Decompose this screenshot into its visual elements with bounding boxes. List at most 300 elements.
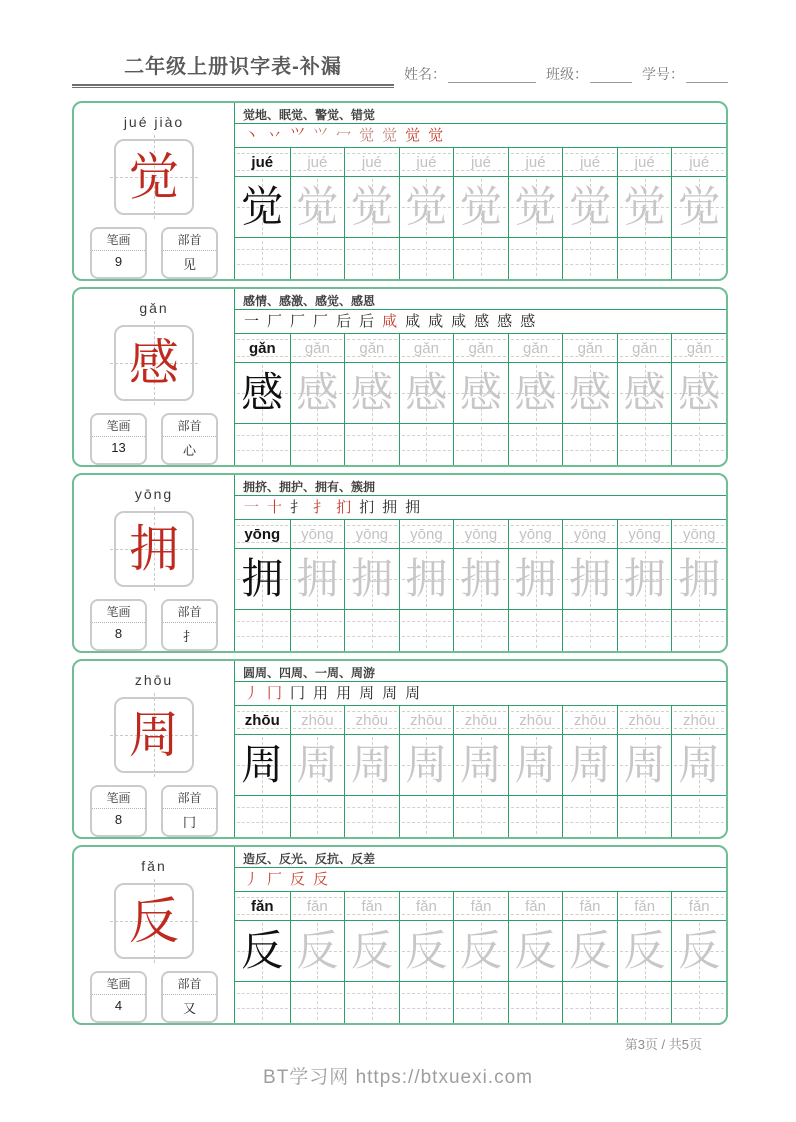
stroke-step: 厂 (267, 312, 283, 330)
cell-guide (372, 799, 373, 834)
watermark: BT学习网 https://btxuexi.com (263, 1067, 533, 1088)
char-practice-row (235, 549, 726, 610)
cell-guide (262, 427, 263, 462)
pinyin-cell-ghost: yōng (453, 520, 508, 548)
char-cell-ghost (562, 735, 617, 795)
char-cell-ghost (290, 363, 345, 423)
char-cell-ghost (399, 177, 454, 237)
main-character: 反 (129, 892, 179, 950)
stroke-step: 扌 (313, 498, 329, 516)
practice-panel (235, 475, 726, 651)
cell-guide (645, 613, 646, 648)
pinyin-cell-ghost: gǎn (453, 334, 508, 362)
char-cell-glyph: 觉 (459, 182, 502, 231)
example-words: 拥挤、拥护、拥有、簇拥 (235, 475, 726, 496)
stroke-step: 丷 (267, 126, 283, 144)
blank-cell (235, 424, 290, 465)
cell-guide (590, 985, 591, 1020)
practice-panel (235, 661, 726, 837)
cell-guide (317, 241, 318, 276)
stroke-order-row (235, 310, 726, 334)
stroke-step: 感 (474, 312, 490, 330)
char-cell-glyph: 觉 (569, 182, 612, 231)
cell-guide (699, 241, 700, 276)
pinyin-practice-row (235, 706, 726, 735)
cell-guide (372, 427, 373, 462)
stroke-step: 厂 (267, 870, 283, 888)
char-summary-panel (74, 289, 235, 465)
pinyin-cell-ghost: gǎn (399, 334, 454, 362)
char-block-yong (72, 473, 728, 653)
char-cell-ghost (671, 549, 726, 609)
cell-guide (481, 985, 482, 1020)
stroke-order-row (235, 682, 726, 706)
stroke-step: 后 (359, 312, 375, 330)
blank-cell (344, 796, 399, 837)
char-cell-glyph: 觉 (241, 182, 284, 231)
stroke-order-row (235, 496, 726, 520)
pinyin-cell: zhōu (235, 706, 290, 734)
radical-box (161, 971, 218, 1023)
cell-guide (262, 241, 263, 276)
blank-cell (671, 424, 726, 465)
blank-cell (290, 238, 345, 279)
main-character-box (114, 511, 194, 587)
char-cell-glyph: 周 (405, 740, 448, 789)
char-cell-ghost (399, 363, 454, 423)
blank-cell (508, 238, 563, 279)
stroke-step: 觉 (428, 126, 444, 144)
pinyin-cell-ghost: fǎn (453, 892, 508, 920)
stroke-step: 拥 (382, 498, 398, 516)
stroke-count-value: 8 (114, 626, 123, 641)
char-cell-glyph: 拥 (350, 554, 393, 603)
blank-cell (399, 610, 454, 651)
pinyin-practice-row (235, 148, 726, 177)
cell-guide (536, 985, 537, 1020)
blank-cell (453, 796, 508, 837)
pinyin-cell-ghost: jué (399, 148, 454, 176)
cell-guide (590, 241, 591, 276)
pinyin-cell-ghost: zhōu (453, 706, 508, 734)
radical-value: 冂 (182, 815, 196, 830)
char-cell-glyph: 反 (459, 926, 502, 975)
radical-label: 部首 (163, 601, 216, 623)
stroke-step: 咸 (428, 312, 444, 330)
char-cell-ghost (508, 921, 563, 981)
char-cell-glyph: 反 (241, 926, 284, 975)
cell-guide (536, 613, 537, 648)
pinyin-cell-ghost: gǎn (290, 334, 345, 362)
pinyin-practice-row (235, 520, 726, 549)
cell-guide (481, 613, 482, 648)
stroke-step: 感 (520, 312, 536, 330)
char-cell-glyph: 感 (405, 368, 448, 417)
char-summary-panel (74, 103, 235, 279)
stroke-step: 扪 (336, 498, 352, 516)
cell-guide (536, 241, 537, 276)
char-cell-ghost (399, 921, 454, 981)
blank-cell (235, 238, 290, 279)
pinyin-cell-ghost: gǎn (508, 334, 563, 362)
radical-value: 扌 (182, 629, 196, 644)
pinyin-cell-ghost: jué (453, 148, 508, 176)
blank-cell (235, 982, 290, 1023)
stroke-step: 一 (244, 498, 260, 516)
stroke-step: 反 (290, 870, 306, 888)
stroke-count-label: 笔画 (92, 229, 145, 251)
practice-panel (235, 103, 726, 279)
char-cell-glyph: 拥 (296, 554, 339, 603)
cell-guide (590, 799, 591, 834)
char-cell-glyph: 反 (405, 926, 448, 975)
char-cell-ghost (508, 735, 563, 795)
char-cell-ghost (344, 177, 399, 237)
blank-cell (453, 424, 508, 465)
main-character-box (114, 139, 194, 215)
char-cell-glyph: 周 (241, 740, 284, 789)
char-cell-glyph: 反 (514, 926, 557, 975)
char-cell-ghost (562, 363, 617, 423)
char-cell-glyph: 感 (678, 368, 721, 417)
char-cell-glyph: 觉 (678, 182, 721, 231)
char-cell-glyph: 反 (296, 926, 339, 975)
page-content (72, 0, 728, 1053)
char-cell-glyph: 觉 (405, 182, 448, 231)
radical-value: 见 (182, 257, 196, 272)
stroke-step: 拥 (405, 498, 421, 516)
char-cell-ghost (617, 177, 672, 237)
cell-guide (645, 799, 646, 834)
pinyin-cell-ghost: gǎn (617, 334, 672, 362)
blank-cell (671, 238, 726, 279)
char-cell-glyph: 周 (296, 740, 339, 789)
stroke-step: ⺍ (290, 126, 306, 144)
cell-guide (317, 985, 318, 1020)
cell-guide (481, 241, 482, 276)
char-block-gan (72, 287, 728, 467)
radical-box (161, 599, 218, 651)
cell-guide (372, 613, 373, 648)
char-cell-glyph: 感 (241, 368, 284, 417)
blank-cell (562, 610, 617, 651)
blank-practice-row (235, 238, 726, 279)
stroke-step: 丿 (244, 870, 260, 888)
cell-guide (317, 799, 318, 834)
char-cell-ghost (290, 549, 345, 609)
blank-cell (235, 796, 290, 837)
pinyin-cell-ghost: jué (508, 148, 563, 176)
char-cell-ghost (671, 177, 726, 237)
pinyin-cell: gǎn (235, 334, 290, 362)
stroke-count-box (90, 599, 147, 651)
main-character-box (114, 325, 194, 401)
stroke-step: 觉 (382, 126, 398, 144)
stroke-count-label: 笔画 (92, 973, 145, 995)
example-words: 造反、反光、反抗、反差 (235, 847, 726, 868)
pinyin-cell-ghost: zhōu (344, 706, 399, 734)
pinyin-cell-ghost: gǎn (671, 334, 726, 362)
cell-guide (481, 799, 482, 834)
char-cell-glyph: 反 (569, 926, 612, 975)
pinyin-cell-ghost: yōng (344, 520, 399, 548)
blank-cell (399, 424, 454, 465)
student-fields (404, 64, 728, 88)
cell-guide (536, 799, 537, 834)
pinyin-cell-ghost: yōng (290, 520, 345, 548)
pinyin-cell-ghost: fǎn (671, 892, 726, 920)
blank-cell (290, 982, 345, 1023)
radical-label: 部首 (163, 229, 216, 251)
char-cell-ghost (290, 735, 345, 795)
pinyin-cell-ghost: yōng (562, 520, 617, 548)
main-character: 觉 (129, 148, 179, 206)
cell-guide (426, 799, 427, 834)
class-field-line (590, 69, 632, 83)
cell-guide (426, 613, 427, 648)
char-cell-ghost (508, 549, 563, 609)
pinyin-label: zhōu (134, 672, 174, 688)
char-cell-glyph: 拥 (623, 554, 666, 603)
char-cell-glyph: 周 (459, 740, 502, 789)
char-cell-glyph: 周 (569, 740, 612, 789)
id-field-label: 学号： (642, 66, 684, 82)
pinyin-label: gǎn (139, 300, 169, 316)
stroke-step: 觉 (405, 126, 421, 144)
char-cell-glyph: 感 (296, 368, 339, 417)
example-words: 觉地、眠觉、警觉、错觉 (235, 103, 726, 124)
cell-guide (262, 985, 263, 1020)
blank-cell (617, 610, 672, 651)
class-field-label: 班级： (546, 66, 588, 82)
char-block-zhou (72, 659, 728, 839)
cell-guide (262, 799, 263, 834)
example-words: 感情、感激、感觉、感恩 (235, 289, 726, 310)
stroke-step: 感 (497, 312, 513, 330)
char-cell-ghost (617, 735, 672, 795)
pinyin-cell-ghost: zhōu (617, 706, 672, 734)
char-practice-row (235, 921, 726, 982)
pinyin-cell-ghost: zhōu (508, 706, 563, 734)
char-cell-ghost (453, 177, 508, 237)
char-practice-row (235, 735, 726, 796)
pinyin-label: fǎn (141, 858, 167, 874)
char-cell (235, 549, 290, 609)
cell-guide (699, 799, 700, 834)
blank-cell (453, 982, 508, 1023)
stroke-step: ⺍ (313, 126, 329, 144)
char-cell-glyph: 拥 (569, 554, 612, 603)
pinyin-cell-ghost: jué (290, 148, 345, 176)
char-cell-glyph: 觉 (296, 182, 339, 231)
blank-practice-row (235, 796, 726, 837)
name-field-line (448, 69, 536, 83)
stroke-step: 厂 (290, 312, 306, 330)
main-character: 周 (129, 706, 179, 764)
stroke-step: 咸 (451, 312, 467, 330)
character-blocks (72, 101, 728, 1025)
blank-cell (344, 424, 399, 465)
char-cell-ghost (290, 177, 345, 237)
pinyin-practice-row (235, 334, 726, 363)
main-character-box (114, 883, 194, 959)
cell-guide (645, 241, 646, 276)
stroke-count-label: 笔画 (92, 787, 145, 809)
cell-guide (645, 427, 646, 462)
char-cell-glyph: 反 (678, 926, 721, 975)
char-cell-glyph: 感 (459, 368, 502, 417)
blank-cell (617, 238, 672, 279)
pinyin-practice-row (235, 892, 726, 921)
stroke-count-value: 8 (114, 812, 123, 827)
stroke-step: 厂 (313, 312, 329, 330)
char-cell-ghost (617, 549, 672, 609)
char-cell-ghost (399, 735, 454, 795)
blank-cell (344, 238, 399, 279)
main-character: 感 (129, 334, 179, 392)
radical-value: 又 (182, 1001, 196, 1016)
char-cell (235, 735, 290, 795)
char-practice-row (235, 177, 726, 238)
radical-label: 部首 (163, 787, 216, 809)
char-cell-ghost (453, 549, 508, 609)
stroke-step: 丶 (244, 126, 260, 144)
blank-practice-row (235, 610, 726, 651)
blank-cell (508, 982, 563, 1023)
char-cell-ghost (562, 549, 617, 609)
cell-guide (699, 985, 700, 1020)
pinyin-label: yōng (134, 486, 174, 502)
pinyin-cell-ghost: fǎn (562, 892, 617, 920)
practice-panel (235, 847, 726, 1023)
example-words: 圆周、四周、一周、周游 (235, 661, 726, 682)
pinyin-cell: yōng (235, 520, 290, 548)
cell-guide (372, 985, 373, 1020)
practice-panel (235, 289, 726, 465)
title-underline (72, 84, 394, 88)
cell-guide (317, 613, 318, 648)
cell-guide (590, 613, 591, 648)
pinyin-cell: jué (235, 148, 290, 176)
char-block-fan (72, 845, 728, 1025)
blank-cell (344, 610, 399, 651)
pinyin-cell-ghost: yōng (508, 520, 563, 548)
cell-guide (262, 613, 263, 648)
stroke-count-value: 4 (114, 998, 123, 1013)
stroke-count-value: 9 (114, 254, 123, 269)
blank-cell (508, 424, 563, 465)
blank-practice-row (235, 982, 726, 1023)
pinyin-cell-ghost: yōng (399, 520, 454, 548)
pinyin-cell-ghost: fǎn (617, 892, 672, 920)
char-summary-panel (74, 475, 235, 651)
pinyin-cell-ghost: zhōu (399, 706, 454, 734)
blank-cell (617, 796, 672, 837)
char-cell-glyph: 感 (569, 368, 612, 417)
char-cell-ghost (562, 921, 617, 981)
stroke-count-box (90, 971, 147, 1023)
stroke-count-value: 13 (111, 440, 126, 455)
char-cell-ghost (453, 735, 508, 795)
stroke-step: 反 (313, 870, 329, 888)
char-cell-glyph: 拥 (241, 554, 284, 603)
blank-cell (453, 238, 508, 279)
char-cell (235, 363, 290, 423)
char-cell-ghost (562, 177, 617, 237)
stroke-step: 周 (382, 684, 398, 702)
pinyin-cell-ghost: zhōu (671, 706, 726, 734)
char-cell-ghost (344, 921, 399, 981)
char-cell-glyph: 感 (623, 368, 666, 417)
char-cell-glyph: 觉 (350, 182, 393, 231)
blank-cell (399, 796, 454, 837)
stroke-order-row (235, 124, 726, 148)
stroke-step: 后 (336, 312, 352, 330)
radical-value: 心 (182, 443, 196, 458)
title-block (72, 50, 394, 88)
char-cell-ghost (508, 177, 563, 237)
char-meta (90, 599, 218, 651)
blank-cell (671, 982, 726, 1023)
cell-guide (590, 427, 591, 462)
pinyin-cell-ghost: gǎn (344, 334, 399, 362)
radical-label: 部首 (163, 973, 216, 995)
char-meta (90, 785, 218, 837)
cell-guide (536, 427, 537, 462)
page-header (72, 0, 728, 88)
stroke-count-box (90, 413, 147, 465)
blank-cell (453, 610, 508, 651)
blank-cell (290, 610, 345, 651)
main-character: 拥 (129, 520, 179, 578)
stroke-step: 十 (267, 498, 283, 516)
stroke-order-row (235, 868, 726, 892)
stroke-step: 用 (336, 684, 352, 702)
char-cell-glyph: 拥 (678, 554, 721, 603)
pinyin-cell: fǎn (235, 892, 290, 920)
stroke-step: 丿 (244, 684, 260, 702)
stroke-step: 冖 (336, 126, 352, 144)
cell-guide (426, 985, 427, 1020)
blank-practice-row (235, 424, 726, 465)
char-cell-ghost (344, 549, 399, 609)
char-cell-glyph: 觉 (623, 182, 666, 231)
stroke-step: 用 (313, 684, 329, 702)
char-cell-ghost (508, 363, 563, 423)
char-meta (90, 413, 218, 465)
stroke-count-box (90, 227, 147, 279)
char-cell-glyph: 周 (514, 740, 557, 789)
blank-cell (617, 424, 672, 465)
cell-guide (645, 985, 646, 1020)
blank-cell (508, 610, 563, 651)
main-character-box (114, 697, 194, 773)
radical-label: 部首 (163, 415, 216, 437)
page-title: 二年级上册识字表-补漏 (124, 56, 342, 78)
blank-cell (290, 796, 345, 837)
blank-cell (508, 796, 563, 837)
stroke-step: 周 (359, 684, 375, 702)
char-cell-ghost (453, 363, 508, 423)
pinyin-label: jué jiào (123, 114, 185, 130)
char-cell-ghost (617, 921, 672, 981)
blank-cell (671, 796, 726, 837)
char-cell-glyph: 拥 (405, 554, 448, 603)
char-cell-glyph: 反 (350, 926, 393, 975)
char-cell-ghost (671, 363, 726, 423)
char-cell-glyph: 周 (623, 740, 666, 789)
pinyin-cell-ghost: fǎn (290, 892, 345, 920)
